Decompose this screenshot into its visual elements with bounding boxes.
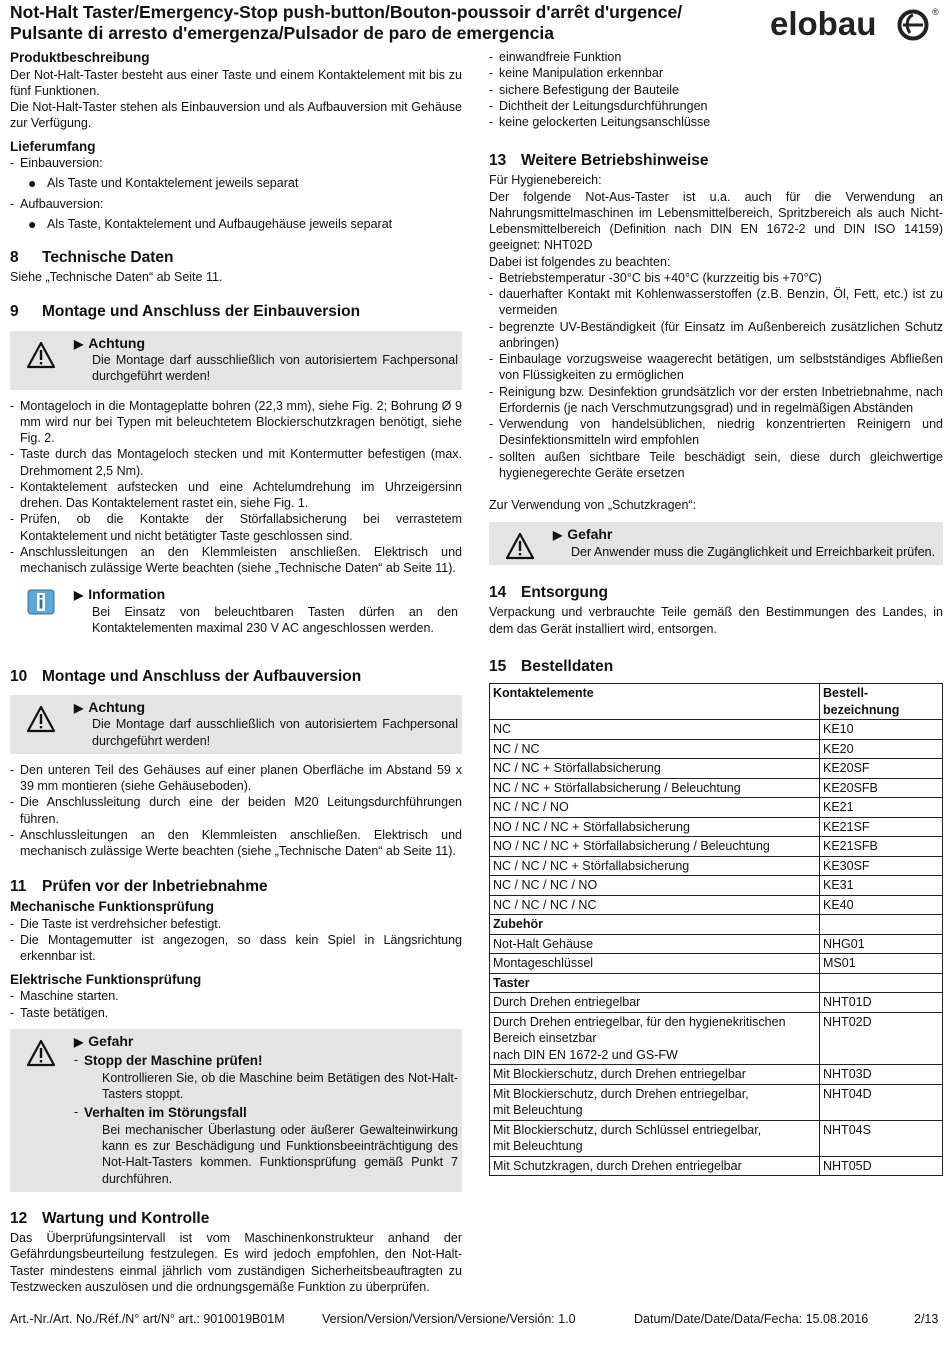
table-cell: NC / NC / NC + Störfallabsicherung [490, 856, 820, 876]
table-cell: Zubehör [490, 915, 820, 935]
liefer-item: - Einbauversion: [10, 156, 103, 171]
danger-box [489, 522, 943, 565]
s8-text: Siehe „Technische Daten“ ab Seite 11. [10, 270, 223, 285]
produkt-heading: Produktbeschreibung [10, 50, 150, 65]
table-row [490, 739, 943, 759]
table-row [490, 798, 943, 818]
table-row [490, 778, 943, 798]
schutzkragen-text: Zur Verwendung von „Schutzkragen“: [489, 498, 697, 513]
footer-article-number: Art.-Nr./Art. No./Réf./N° art/N° art.: 9010019B01M [10, 1312, 285, 1326]
table-cell: NC / NC / NC / NC [490, 895, 820, 915]
table-row [490, 1120, 943, 1156]
table-row [490, 993, 943, 1013]
table-row [490, 1084, 943, 1120]
list-item: - Dichtheit der Leitungsdurchführungen [489, 98, 708, 113]
table-row [490, 720, 943, 740]
table-cell: KE20 [820, 739, 943, 759]
table-cell: Durch Drehen entriegelbar [490, 993, 820, 1013]
table-row [490, 856, 943, 876]
table-cell: NHT02D [820, 1012, 943, 1065]
list-item: - Anschlussleitungen an den Klemmleisten anschließen. Elektrisch und mechanisch zulässige Werte beachten (siehe „Technische Daten“ ab Seite 11). [10, 827, 462, 859]
table-cell: NC / NC / NC / NO [490, 876, 820, 896]
list-item: - Die Taste ist verdrehsicher befestigt. [10, 916, 222, 931]
footer-page-number: 2/13 [914, 1312, 939, 1326]
section-heading-11: 11 Prüfen vor der Inbetriebnahme [10, 878, 268, 896]
list-item: - Einbaulage vorzugsweise waagerecht betätigen, um selbstständiges Abfließen von Flüssigkeiten zu ermöglichen [489, 352, 943, 383]
table-cell: NC / NC / NO [490, 798, 820, 818]
list-item: - dauerhafter Kontakt mit Kohlenwasserstoffen (z.B. Benzin, Öl, Fett, etc.) ist zu vermeiden [489, 287, 943, 318]
table-cell: Mit Blockierschutz, durch Drehen entriegelbar [490, 1065, 820, 1085]
table-row [490, 1065, 943, 1085]
table-cell: NHT04D [820, 1084, 943, 1120]
logo-registered: ® [932, 7, 939, 17]
s13-text-2: Der folgende Not-Aus-Taster ist u.a. auch für die Verwendung an Nahrungsmittelmaschinen im Lebensmittelbereich, Spritzbereich als auch Nicht-Lebensmittelbereich (Definition nach DIN EN 1672-2 und DIN ISO 14159) geeignet: NHT02D [489, 189, 943, 253]
right-column [489, 49, 943, 1176]
list-item: - Prüfen, ob die Kontakte der Störfallabsicherung bei verrastetem Kontaktelement und nicht betätigter Taste geschlossen sind. [10, 512, 462, 543]
list-item: - Die Montagemutter ist angezogen, so dass kein Spiel in Längsrichtung erkennbar ist. [10, 933, 462, 964]
table-cell: KE21SF [820, 817, 943, 837]
s14-text: Verpackung und verbrauchte Teile gemäß den Bestimmungen des Landes, in dem das Gerät installiert wird, entsorgen. [489, 605, 943, 636]
table-cell: NHT05D [820, 1156, 943, 1176]
list-item: - keine gelockerten Leitungsanschlüsse [489, 115, 711, 129]
list-item: - begrenzte UV-Beständigkeit (für Einsatz im Außenbereich zusätzlichen Schutz anbringen) [489, 319, 943, 350]
s12-text: Das Überprüfungsintervall ist vom Maschinenkonstrukteur anhand der Gefährdungsbeurteilung festzulegen. Es wird jedoch empfohlen, den Not-Halt-Taster mindestens einmal jährlich vom zuständigen Sicherheitsbeauftragten zu Testzwecken auszulösen und die ordnungsgemäße Funktion zu überprüfen. [10, 1231, 462, 1294]
elek-items [10, 988, 462, 1021]
table-cell: Taster [490, 973, 820, 993]
table-cell: NHT04S [820, 1120, 943, 1156]
list-item: - Den unteren Teil des Gehäuses auf einer planen Oberfläche im Abstand 59 x 39 mm montieren (siehe Gehäuseboden). [10, 762, 462, 794]
arrow-icon: ▶ [74, 700, 84, 715]
danger-box [10, 1029, 462, 1192]
table-cell: NHT03D [820, 1065, 943, 1085]
liefer-heading: Lieferumfang [10, 138, 96, 154]
s13-items [489, 270, 943, 481]
section-heading-9: 9 Montage und Anschluss der Einbauversion [10, 303, 361, 321]
table-cell: KE20SF [820, 759, 943, 779]
table-cell: KE21SFB [820, 837, 943, 857]
table-cell: Not-Halt Gehäuse [490, 934, 820, 954]
info-box [10, 582, 462, 641]
footer-version: Version/Version/Version/Versione/Versión: 1.0 [322, 1312, 576, 1326]
list-item: - sichere Befestigung der Bauteile [489, 82, 679, 97]
list-item: - einwandfreie Funktion [489, 50, 622, 64]
list-item: - Kontaktelement aufstecken und eine Achtelumdrehung im Uhrzeigersinn drehen. Das Kontaktelement rastet ein, siehe Fig. 1. [10, 479, 462, 511]
mech-items [10, 916, 462, 965]
list-item: - Betriebstemperatur -30°C bis +40°C (kurzzeitig bis +70°C) [489, 270, 822, 285]
table-cell: KE20SFB [820, 778, 943, 798]
table-cell: NHG01 [820, 934, 943, 954]
table-cell [820, 915, 943, 935]
liefer-item: - Aufbauversion: [10, 196, 104, 211]
footer-date: Datum/Date/Date/Data/Fecha: 15.08.2016 [634, 1312, 869, 1326]
logo-text: elobau [770, 5, 877, 42]
danger-item: - Stopp der Maschine prüfen! Kontrollieren Sie, ob die Maschine beim Betätigen des Not-Halt-Tasters stoppt. [74, 1053, 458, 1102]
order-table [489, 683, 943, 1176]
warning-icon [26, 341, 56, 369]
table-cell: KE30SF [820, 856, 943, 876]
table-header-row [490, 684, 943, 720]
warning-heading: ▶ Achtung [74, 698, 145, 715]
check-items [489, 49, 943, 130]
produkt-text-1: Der Not-Halt-Taster besteht aus einer Taste und einem Kontaktelement mit bis zu fünf Funktionen. [10, 67, 462, 98]
list-item: - sollten außen sichtbare Teile beschädigt sein, diese durch gleichwertige hygienegerechte Geräte ersetzen [489, 449, 943, 480]
arrow-icon: ▶ [74, 588, 84, 603]
table-row [490, 973, 943, 993]
table-row [490, 817, 943, 837]
table-cell: Montageschlüssel [490, 954, 820, 974]
info-heading: ▶ Information [74, 586, 166, 603]
table-row [490, 837, 943, 857]
list-item: - keine Manipulation erkennbar [489, 66, 663, 81]
section-heading-10: 10 Montage und Anschluss der Aufbauversion [10, 667, 362, 685]
table-row [490, 1156, 943, 1176]
header-cell: Bestell- bezeichnung [820, 684, 943, 720]
arrow-icon: ▶ [74, 1034, 84, 1049]
table-cell: KE40 [820, 895, 943, 915]
table-cell: Durch Drehen entriegelbar, für den hygienekritischen Bereich einsetzbar nach DIN EN 1672-2 und GS-FW [490, 1012, 820, 1065]
table-cell: Mit Schutzkragen, durch Drehen entriegelbar [490, 1156, 820, 1176]
danger-item: - Verhalten im Störungsfall Bei mechanischer Überlastung oder äußerer Gewalteinwirkung kann es zur Beschädigung und Funktionsbeeinträchtigung des Not-Halt-Tasters kommen. Funktionsprüfung gemäß Punkt 7 durchführen. [74, 1105, 458, 1186]
s13-text-1: Für Hygienebereich: [489, 173, 602, 188]
table-cell: Mit Blockierschutz, durch Drehen entriegelbar, mit Beleuchtung [490, 1084, 820, 1120]
mech-heading: Mechanische Funktionsprüfung [10, 899, 215, 915]
table-row [490, 1012, 943, 1065]
table-cell: NC / NC + Störfallabsicherung / Beleuchtung [490, 778, 820, 798]
warning-icon [505, 532, 535, 560]
left-column [10, 49, 462, 1295]
header-cell: Kontaktelemente [490, 684, 820, 720]
elobau-logo [770, 4, 942, 46]
table-row [490, 954, 943, 974]
warning-box [10, 331, 462, 390]
table-cell: NO / NC / NC + Störfallabsicherung / Beleuchtung [490, 837, 820, 857]
warning-box [10, 695, 462, 754]
table-cell: Mit Blockierschutz, durch Schlüssel entriegelbar, mit Beleuchtung [490, 1120, 820, 1156]
s13-text-3: Dabei ist folgendes zu beachten: [489, 254, 671, 269]
section-heading-12: 12 Wartung und Kontrolle [10, 1209, 210, 1227]
section-heading-8: 8 Technische Daten [10, 249, 174, 267]
table-row [490, 759, 943, 779]
danger-heading: ▶ Gefahr [74, 1032, 134, 1049]
table-cell: NHT01D [820, 993, 943, 1013]
warning-text: Die Montage darf ausschließlich von autorisiertem Fachpersonal durchgeführt werden! [92, 353, 458, 384]
table-cell: KE21 [820, 798, 943, 818]
table-cell: NC / NC + Störfallabsicherung [490, 759, 820, 779]
list-item: - Montageloch in die Montageplatte bohren (22,3 mm), siehe Fig. 2; Bohrung Ø 9 mm wird nur bei Typen mit beleuchtetem Blockierschutzkragen benötigt, siehe Fig. 2. [10, 398, 462, 446]
table-cell: MS01 [820, 954, 943, 974]
table-cell: KE31 [820, 876, 943, 896]
section-heading-14: 14 Entsorgung [489, 584, 608, 602]
list-item: - Taste betätigen. [10, 1005, 109, 1020]
list-item: - Taste durch das Montageloch stecken und mit Kontermutter befestigen (max. Drehmoment 2,5 Nm). [10, 447, 462, 478]
warning-icon [26, 1039, 56, 1067]
s10-steps [10, 762, 462, 860]
list-item: - Die Anschlussleitung durch eine der beiden M20 Leitungsdurchführungen führen. [10, 795, 462, 826]
warning-heading: ▶ Achtung [74, 334, 145, 351]
table-cell: KE10 [820, 720, 943, 740]
danger-heading: ▶ Gefahr [553, 526, 613, 543]
list-item: - Verwendung von handelsüblichen, niedrig konzentrierten Reinigern und Desinfektionsmitteln wird empfohlen [489, 417, 943, 448]
table-row [490, 915, 943, 935]
table-cell [820, 973, 943, 993]
table-cell: NC / NC [490, 739, 820, 759]
table-cell: NC [490, 720, 820, 740]
info-text: Bei Einsatz von beleuchtbaren Tasten dürfen an den Kontaktelementen maximal 230 V AC angeschlossen werden. [92, 605, 458, 636]
table-row [490, 934, 943, 954]
list-item: - Anschlussleitungen an den Klemmleisten anschließen. Elektrisch und mechanisch zulässige Werte beachten (siehe „Technische Daten“ ab Seite 11). [10, 544, 462, 576]
list-item: - Reinigung bzw. Desinfektion grundsätzlich vor der ersten Inbetriebnahme, nach Erfordernis (je nach Verschmutzungsgrad) und in regelmäßigen Abständen [489, 384, 943, 415]
title-line-2: Pulsante di arresto d'emergenza/Pulsador de paro de emergencia [10, 23, 554, 43]
page-header [10, 2, 770, 44]
arrow-icon: ▶ [553, 528, 563, 543]
liefer-bullet: ● Als Taste und Kontaktelement jeweils separat [28, 175, 299, 192]
elek-heading: Elektrische Funktionsprüfung [10, 971, 202, 987]
list-item: - Maschine starten. [10, 989, 119, 1004]
warning-text: Die Montage darf ausschließlich von autorisiertem Fachpersonal durchgeführt werden! [92, 717, 458, 748]
s9-steps [10, 398, 462, 577]
liefer-bullet: ● Als Taste, Kontaktelement und Aufbaugehäuse jeweils separat [28, 215, 393, 232]
warning-icon [26, 705, 56, 733]
table-cell: NO / NC / NC + Störfallabsicherung [490, 817, 820, 837]
section-heading-15: 15 Bestelldaten [489, 657, 614, 675]
danger-text: Der Anwender muss die Zugänglichkeit und Erreichbarkeit prüfen. [571, 544, 936, 559]
table-row [490, 876, 943, 896]
title-line-1: Not-Halt Taster/Emergency-Stop push-button/Bouton-poussoir d'arrêt d'urgence/ [10, 2, 683, 22]
info-icon [26, 588, 56, 616]
arrow-icon: ▶ [74, 336, 84, 351]
produkt-text-2: Die Not-Halt-Taster stehen als Einbauversion und als Aufbauversion mit Gehäuse zur Verfügung. [10, 100, 462, 131]
section-heading-13: 13 Weitere Betriebshinweise [489, 152, 709, 170]
table-row [490, 895, 943, 915]
